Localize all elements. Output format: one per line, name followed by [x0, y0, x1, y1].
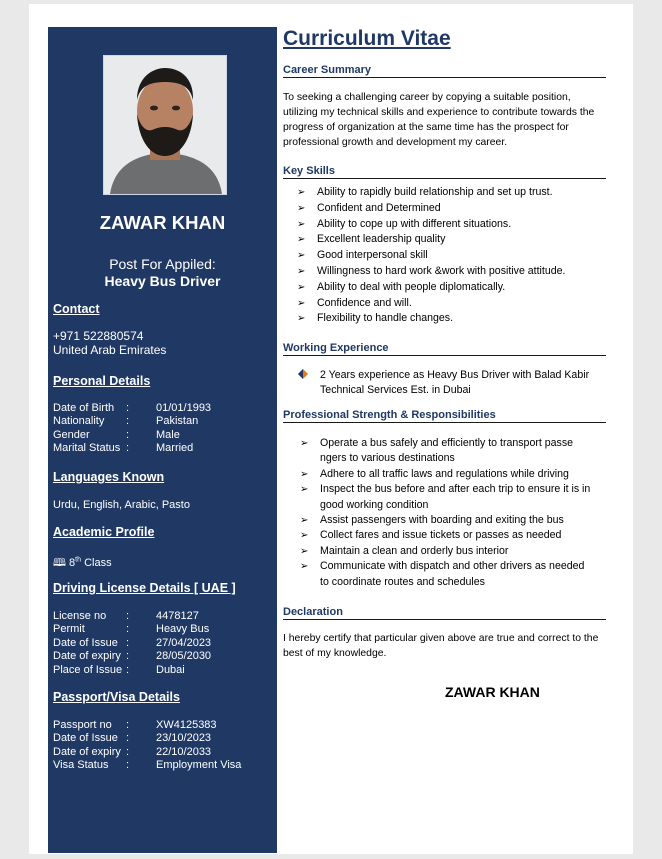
arrowhead-icon: ➢ — [300, 530, 309, 542]
list-item: ➢ Assist passengers with boarding and exiting the bus — [283, 513, 606, 528]
list-item: ➢ Ability to rapidly build relationship and set up trust. — [283, 185, 606, 201]
arrowhead-icon: ➢ — [297, 187, 306, 198]
personal-details-heading: Personal Details — [53, 374, 151, 388]
post-label: Post For Appiled: — [109, 256, 216, 272]
arrowhead-icon: ➢ — [297, 313, 306, 325]
diamond-arrow-icon — [297, 368, 309, 385]
list-item: ➢ Operate a bus safely and efficiently to transport passe ngers to various destinations — [300, 437, 574, 465]
list-item: ➢ Maintain a clean and orderly bus interior — [283, 544, 606, 559]
list-item: ➢ Collect fares and issue tickets or passes as needed — [283, 528, 606, 543]
personal-row-dob: Date of Birth : 01/01/1993 — [53, 402, 212, 414]
list-item: ➢ Confidence and will. — [283, 296, 606, 312]
license-row-permit: Permit : Heavy Bus — [53, 623, 210, 636]
passport-row-issue-date: Date of Issue : 23/10/2023 — [53, 732, 212, 745]
license-row-place: Place of Issue : Dubai — [53, 663, 185, 676]
working-experience-list — [283, 368, 606, 397]
passport-visa-heading: Passport/Visa Details — [53, 690, 180, 704]
profile-photo — [103, 55, 227, 195]
passport-row-number: Passport no : XW4125383 — [53, 719, 217, 731]
license-row-number: License no : 4478127 — [53, 610, 199, 622]
arrowhead-icon: ➢ — [300, 545, 309, 557]
passport-row-visa-status: Visa Status : Employment Visa — [53, 759, 242, 772]
arrowhead-icon: ➢ — [297, 250, 306, 262]
driving-license-heading: Driving License Details [ UAE ] — [53, 581, 236, 595]
personal-row-nationality: Nationality : Pakistan — [53, 415, 199, 428]
list-item: ➢ Flexibility to handle changes. — [283, 311, 606, 327]
professional-strength-list — [283, 436, 606, 590]
passport-visa-list — [53, 719, 277, 773]
personal-details-list — [53, 402, 277, 456]
list-item: ➢ Confident and Determined — [283, 201, 606, 217]
list-item: ➢ Communicate with dispatch and other drivers as needed to coordinate routes and schedules — [300, 560, 585, 588]
license-row-expiry-date: Date of expiry : 28/05/2030 — [53, 650, 212, 663]
career-summary-heading: Career Summary — [283, 64, 606, 78]
signature-name: ZAWAR KHAN — [445, 684, 540, 700]
declaration-text: I hereby certify that particular given above are true and correct to the best of my knowledge. — [283, 633, 599, 659]
list-item: ➢ Willingness to hard work &work with positive attitude. — [283, 264, 606, 280]
arrowhead-icon: ➢ — [297, 281, 306, 293]
arrowhead-icon: ➢ — [300, 484, 309, 496]
arrowhead-icon: ➢ — [297, 297, 306, 309]
declaration-heading: Declaration — [283, 606, 606, 620]
license-row-issue-date: Date of Issue : 27/04/2023 — [53, 636, 212, 649]
personal-row-gender: Gender : Male — [53, 428, 180, 441]
key-skills-heading: Key Skills — [283, 165, 606, 179]
contact-phone: +971 522880574 — [53, 329, 144, 343]
arrowhead-icon: ➢ — [297, 234, 306, 246]
book-icon: 🕮 — [53, 557, 66, 569]
candidate-name: ZAWAR KHAN — [99, 212, 226, 233]
list-item: ➢ Ability to deal with people diplomatically. — [283, 280, 606, 296]
personal-row-marital-status: Marital Status : Married — [53, 442, 194, 455]
sidebar — [48, 27, 277, 853]
list-item: ➢ Ability to cope up with different situations. — [283, 217, 606, 233]
academic-text: 🕮 8th Class — [53, 556, 112, 569]
languages-text: Urdu, English, Arabic, Pasto — [53, 499, 190, 511]
passport-row-expiry-date: Date of expiry : 22/10/2033 — [53, 745, 212, 758]
contact-heading: Contact — [53, 302, 100, 316]
arrowhead-icon: ➢ — [300, 438, 309, 449]
academic-heading: Academic Profile — [53, 525, 155, 539]
list-item: ➢ Good interpersonal skill — [283, 248, 606, 264]
document-title: Curriculum Vitae — [283, 27, 451, 50]
key-skills-list — [283, 185, 606, 327]
contact-country: United Arab Emirates — [53, 343, 167, 357]
arrowhead-icon: ➢ — [300, 468, 309, 480]
career-summary-text: To seeking a challenging career by copying a suitable position, utilizing my technical skills and experience to contribute towards the progress of organization at the same time has the prospect for professional growth and development my career. — [283, 92, 595, 148]
working-experience-heading: Working Experience — [283, 342, 606, 356]
post-value: Heavy Bus Driver — [104, 273, 221, 289]
list-item: ➢ Adhere to all traffic laws and regulations while driving — [283, 467, 606, 482]
list-item: ➢ Inspect the bus before and after each trip to ensure it is in good working condition — [300, 483, 591, 511]
arrowhead-icon: ➢ — [300, 561, 309, 573]
driving-license-list — [53, 610, 277, 677]
languages-heading: Languages Known — [53, 470, 165, 484]
arrowhead-icon: ➢ — [297, 202, 306, 214]
arrowhead-icon: ➢ — [297, 265, 306, 277]
list-item: ➢ Excellent leadership quality — [283, 232, 606, 248]
list-item: 2 Years experience as Heavy Bus Driver with Balad Kabir Technical Services Est. in Dubai — [283, 368, 606, 397]
arrowhead-icon: ➢ — [300, 515, 309, 527]
professional-strength-heading: Professional Strength & Responsibilities — [283, 409, 606, 423]
arrowhead-icon: ➢ — [297, 218, 306, 230]
